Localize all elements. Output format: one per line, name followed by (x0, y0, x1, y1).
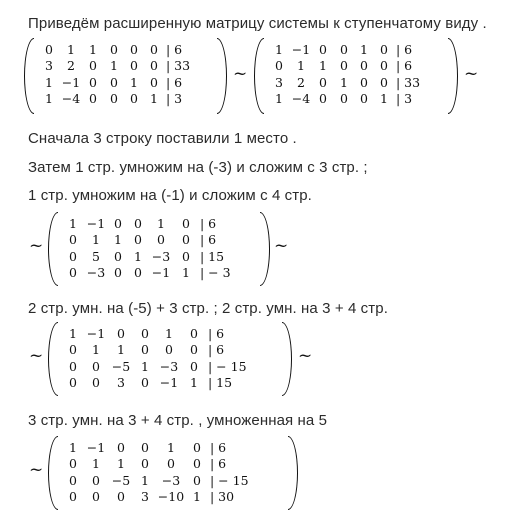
matrix-row (62, 489, 284, 506)
matrix-cell: 0 (182, 215, 190, 231)
matrix-cell: 0 (130, 41, 138, 57)
matrix-cell: −1 (86, 439, 106, 455)
matrix-cell: 1 (360, 41, 368, 57)
equivalence-tilde: ~ (298, 346, 313, 366)
matrix-cell: 0 (134, 265, 142, 281)
matrix-cell: 0 (150, 58, 158, 74)
matrix-cell: 0 (69, 232, 77, 248)
step1-text: Сначала 3 строку поставили 1 место . (28, 130, 297, 147)
matrix-row (62, 232, 256, 249)
matrix-cell: 1 (275, 91, 283, 107)
augmented-cell: | 6 (166, 41, 183, 57)
matrix-cell: −1 (151, 265, 171, 281)
augmented-cell: | 30 (210, 489, 235, 505)
matrix-cell: 1 (193, 489, 201, 505)
matrix-cell: 0 (193, 439, 201, 455)
matrix-final-echelon (48, 436, 298, 510)
matrix-cell: 0 (193, 472, 201, 488)
step3-text: 1 стр. умножим на (-1) и сложим с 4 стр. (28, 187, 312, 204)
matrix-cell: 1 (380, 91, 388, 107)
matrix-cell: 0 (110, 41, 118, 57)
matrix-row (62, 472, 284, 489)
matrix-cell: 0 (130, 91, 138, 107)
matrix-grid (38, 41, 213, 107)
matrix-cell: 0 (117, 439, 125, 455)
matrix-row (38, 58, 213, 75)
matrix-cell: 1 (117, 456, 125, 472)
matrix-cell: 0 (380, 58, 388, 74)
matrix-cell: 0 (360, 74, 368, 90)
matrix-cell: 0 (319, 41, 327, 57)
matrix-cell: 0 (110, 74, 118, 90)
matrix-cell: 1 (45, 74, 53, 90)
matrix-cell: 5 (92, 248, 100, 264)
matrix-cell: −10 (157, 489, 185, 505)
matrix-grid (62, 439, 284, 505)
matrix-cell: 0 (69, 472, 77, 488)
matrix-cell: 0 (117, 489, 125, 505)
matrix-cell: 0 (182, 232, 190, 248)
matrix-row (268, 58, 444, 75)
equivalence-tilde: ~ (29, 236, 44, 256)
matrix-row (268, 91, 444, 108)
matrix-cell: −3 (161, 472, 181, 488)
matrix-cell: 1 (167, 439, 175, 455)
matrix-cell: 0 (275, 58, 283, 74)
equivalence-tilde: ~ (233, 64, 248, 84)
matrix-cell: 2 (297, 74, 305, 90)
matrix-grid (62, 215, 256, 281)
matrix-cell: 0 (92, 472, 100, 488)
matrix-cell: 1 (340, 74, 348, 90)
matrix-cell: 0 (340, 58, 348, 74)
matrix-cell: 1 (297, 58, 305, 74)
matrix-cell: 1 (92, 232, 100, 248)
matrix-cell: 0 (114, 248, 122, 264)
augmented-cell: | 33 (396, 74, 421, 90)
matrix-row (62, 325, 278, 342)
matrix-cell: 0 (141, 342, 149, 358)
matrix-cell: 0 (92, 375, 100, 391)
matrix-cell: 0 (157, 232, 165, 248)
matrix-cell: 0 (190, 358, 198, 374)
matrix-row (62, 215, 256, 232)
matrix-cell: −4 (291, 91, 311, 107)
matrix-row (38, 91, 213, 108)
matrix-cell: 0 (92, 358, 100, 374)
augmented-cell: | 6 (210, 456, 227, 472)
matrix-cell: 0 (114, 215, 122, 231)
matrix-cell: −1 (159, 375, 179, 391)
matrix-cell: 0 (340, 41, 348, 57)
augmented-cell: | 6 (200, 232, 217, 248)
intro-text: Приведём расширенную матрицу системы к ступенчатому виду . (28, 15, 487, 32)
matrix-cell: −1 (61, 74, 81, 90)
matrix-grid (268, 41, 444, 107)
augmented-cell: | 6 (396, 58, 413, 74)
matrix-cell: 0 (69, 265, 77, 281)
matrix-step4 (48, 322, 292, 396)
left-paren (48, 436, 58, 510)
matrix-cell: −1 (86, 215, 106, 231)
matrix-cell: −3 (151, 248, 171, 264)
matrix-cell: 2 (67, 58, 75, 74)
left-paren (48, 212, 58, 286)
matrix-cell: −1 (291, 41, 311, 57)
step2-text: Затем 1 стр. умножим на (-3) и сложим с 3 стр. ; (28, 159, 368, 176)
augmented-cell: | − 15 (208, 358, 247, 374)
augmented-cell: | 6 (208, 325, 225, 341)
matrix-cell: 1 (110, 58, 118, 74)
matrix-cell: −4 (61, 91, 81, 107)
matrix-cell: 0 (319, 91, 327, 107)
matrix-cell: 0 (45, 41, 53, 57)
matrix-cell: 0 (190, 325, 198, 341)
matrix-cell: −5 (111, 358, 131, 374)
matrix-cell: 0 (114, 265, 122, 281)
matrix-row (62, 248, 256, 265)
matrix-row (38, 41, 213, 58)
matrix-cell: −3 (159, 358, 179, 374)
matrix-cell: 1 (182, 265, 190, 281)
matrix-cell: 1 (67, 41, 75, 57)
step5-text: 3 стр. умн. на 3 + 4 стр. , умноженная на 5 (28, 412, 328, 429)
matrix-cell: 1 (69, 439, 77, 455)
matrix-cell: 0 (69, 456, 77, 472)
matrix-cell: 1 (190, 375, 198, 391)
right-paren (217, 38, 227, 114)
right-paren (288, 436, 298, 510)
matrix-cell: 0 (167, 456, 175, 472)
matrix-cell: 0 (182, 248, 190, 264)
matrix-cell: 0 (150, 74, 158, 90)
matrix-swapped-rows (254, 38, 458, 114)
left-paren (254, 38, 264, 114)
matrix-cell: 0 (134, 215, 142, 231)
left-paren (24, 38, 34, 114)
equivalence-tilde: ~ (29, 346, 44, 366)
augmented-cell: | 15 (208, 375, 233, 391)
matrix-cell: 0 (141, 439, 149, 455)
matrix-cell: −3 (86, 265, 106, 281)
matrix-cell: 0 (150, 41, 158, 57)
matrix-row (62, 265, 256, 282)
augmented-cell: | 3 (166, 91, 183, 107)
matrix-cell: 0 (165, 342, 173, 358)
matrix-cell: 0 (134, 232, 142, 248)
matrix-cell: 0 (69, 342, 77, 358)
left-paren (48, 322, 58, 396)
matrix-cell: 3 (275, 74, 283, 90)
matrix-step3 (48, 212, 270, 286)
matrix-cell: 0 (190, 342, 198, 358)
matrix-cell: 1 (92, 342, 100, 358)
matrix-row (62, 342, 278, 359)
matrix-row (268, 74, 444, 91)
matrix-cell: 0 (380, 74, 388, 90)
matrix-cell: 0 (117, 325, 125, 341)
matrix-cell: 0 (340, 91, 348, 107)
matrix-cell: 3 (141, 489, 149, 505)
matrix-cell: 1 (157, 215, 165, 231)
matrix-cell: 0 (360, 91, 368, 107)
matrix-cell: 0 (110, 91, 118, 107)
matrix-cell: 0 (141, 325, 149, 341)
matrix-row (62, 456, 284, 473)
augmented-cell: | 6 (166, 74, 183, 90)
matrix-cell: 1 (130, 74, 138, 90)
matrix-cell: 0 (92, 489, 100, 505)
matrix-cell: 1 (117, 342, 125, 358)
matrix-cell: 0 (89, 58, 97, 74)
matrix-cell: 0 (69, 375, 77, 391)
augmented-cell: | 6 (200, 215, 217, 231)
step4-text: 2 стр. умн. на (-5) + 3 стр. ; 2 стр. умн. на 3 + 4 стр. (28, 300, 388, 317)
augmented-cell: | 3 (396, 91, 413, 107)
matrix-cell: 1 (141, 472, 149, 488)
matrix-cell: 0 (69, 489, 77, 505)
equivalence-tilde: ~ (29, 460, 44, 480)
matrix-cell: −1 (86, 325, 106, 341)
augmented-cell: | 6 (396, 41, 413, 57)
augmented-cell: | 15 (200, 248, 225, 264)
matrix-cell: 0 (193, 456, 201, 472)
matrix-cell: 3 (45, 58, 53, 74)
matrix-cell: 1 (134, 248, 142, 264)
equivalence-tilde: ~ (464, 64, 479, 84)
equivalence-tilde: ~ (274, 236, 289, 256)
matrix-cell: 1 (92, 456, 100, 472)
matrix-row (62, 439, 284, 456)
matrix-cell: 1 (114, 232, 122, 248)
matrix-cell: 0 (69, 248, 77, 264)
matrix-cell: 0 (319, 74, 327, 90)
matrix-cell: 0 (89, 91, 97, 107)
augmented-cell: | 33 (166, 58, 191, 74)
matrix-cell: 1 (150, 91, 158, 107)
matrix-row (62, 358, 278, 375)
matrix-original (24, 38, 227, 114)
right-paren (448, 38, 458, 114)
matrix-cell: 0 (69, 358, 77, 374)
matrix-cell: −5 (111, 472, 131, 488)
augmented-cell: | 6 (210, 439, 227, 455)
matrix-cell: 3 (117, 375, 125, 391)
augmented-cell: | 6 (208, 342, 225, 358)
augmented-cell: | − 15 (210, 472, 249, 488)
matrix-cell: 1 (275, 41, 283, 57)
augmented-cell: | − 3 (200, 265, 231, 281)
matrix-cell: 1 (69, 325, 77, 341)
right-paren (282, 322, 292, 396)
matrix-cell: 0 (130, 58, 138, 74)
matrix-grid (62, 325, 278, 391)
matrix-cell: 1 (45, 91, 53, 107)
matrix-cell: 1 (69, 215, 77, 231)
matrix-cell: 0 (380, 41, 388, 57)
matrix-cell: 1 (319, 58, 327, 74)
matrix-cell: 1 (165, 325, 173, 341)
right-paren (260, 212, 270, 286)
matrix-row (268, 41, 444, 58)
matrix-row (62, 375, 278, 392)
matrix-cell: 1 (141, 358, 149, 374)
matrix-row (38, 74, 213, 91)
matrix-cell: 0 (141, 375, 149, 391)
matrix-cell: 0 (89, 74, 97, 90)
matrix-cell: 0 (360, 58, 368, 74)
matrix-cell: 0 (141, 456, 149, 472)
matrix-cell: 1 (89, 41, 97, 57)
